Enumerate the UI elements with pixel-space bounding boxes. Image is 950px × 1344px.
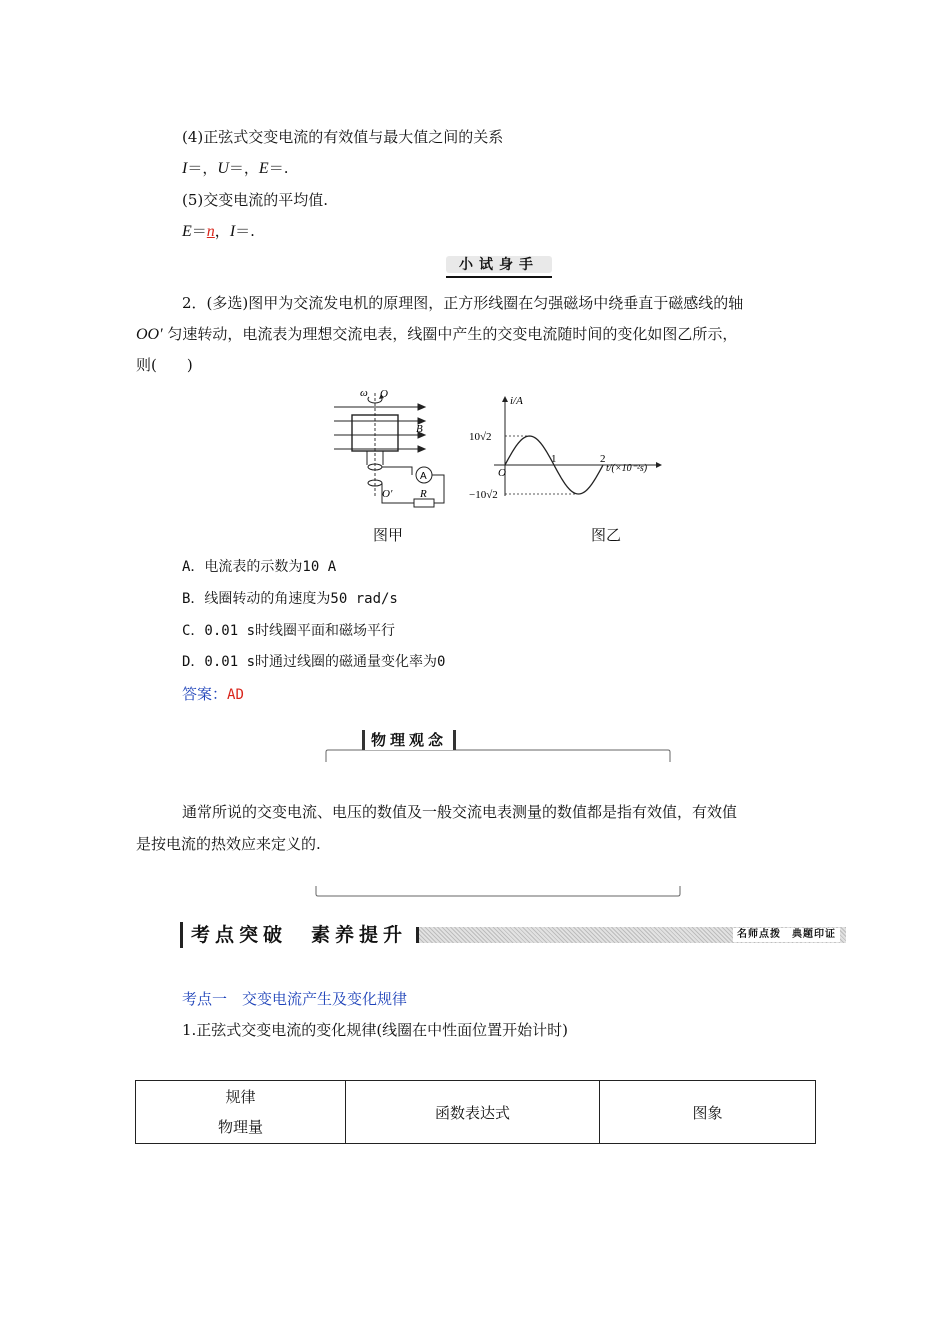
- question-line-1: 2．(多选)图甲为交流发电机的原理图，正方形线圈在匀强磁场中绕垂直于磁感线的轴: [182, 294, 744, 312]
- concept-text-line-2: 是按电流的热效应来定义的.: [136, 835, 321, 853]
- eq: ＝，: [228, 159, 259, 177]
- table-header-cell: [136, 1081, 346, 1144]
- answer: [182, 684, 244, 705]
- concept-box: [326, 731, 670, 762]
- y-max-label: 10√2: [469, 431, 492, 443]
- x-tick-2: 2: [600, 453, 606, 465]
- section-sub: 1.正弦式交变电流的变化规律(线圈在中性面位置开始计时): [182, 1021, 569, 1039]
- table-header-cell: 图象: [600, 1081, 816, 1144]
- eq: ＝.: [268, 159, 289, 177]
- symbol-n: n: [206, 223, 215, 240]
- eq: ＝，: [187, 159, 218, 177]
- question-line-3: 则( ): [136, 356, 193, 374]
- y-axis-arrow: [502, 396, 508, 402]
- b-label: B: [416, 423, 423, 435]
- o-prime-label: O′: [382, 488, 393, 500]
- banner-subtitle: 名师点拨 典题印证: [733, 928, 840, 942]
- symbol-E: E: [182, 223, 192, 240]
- header-rule-label: 规律: [225, 1088, 256, 1106]
- answer-label: 答案：: [182, 685, 228, 703]
- answer-value: AD: [227, 687, 244, 703]
- figure-a-generator-diagram: [330, 385, 458, 515]
- section-banner: [180, 922, 846, 948]
- eq: ＝.: [235, 222, 255, 240]
- item5-formulas: [182, 221, 255, 242]
- eq: ＝: [191, 222, 207, 240]
- sep: ，: [214, 222, 230, 240]
- table-header-cell: 函数表达式: [346, 1081, 600, 1144]
- x-axis-label: t/(×10⁻²s): [606, 463, 648, 474]
- o-label: O: [380, 388, 388, 400]
- y-axis-label: i/A: [510, 395, 523, 407]
- ammeter-label: A: [420, 471, 427, 482]
- header-quantity-label: 物理量: [217, 1118, 263, 1136]
- symbol-E: E: [258, 160, 269, 177]
- option-c: C．0.01 s时线圈平面和磁场平行: [182, 623, 396, 639]
- question-line-2: [136, 324, 737, 345]
- concept-title: 物理观念: [362, 730, 456, 750]
- omega-label: ω: [360, 387, 368, 399]
- concept-box-frame-bottom: [314, 884, 682, 900]
- x-axis-arrow: [656, 462, 662, 468]
- symbol-U: U: [217, 160, 229, 177]
- resistor-label: R: [420, 488, 427, 500]
- section-heading: 考点一 交变电流产生及变化规律: [182, 990, 408, 1008]
- banner-title: 考点突破 素养提升: [180, 922, 407, 948]
- rules-table: [135, 1080, 816, 1144]
- item4-formulas: [182, 158, 288, 179]
- symbol-I: I: [182, 160, 188, 177]
- question-line-2-text: 匀速转动，电流表为理想交流电表，线圈中产生的交变电流随时间的变化如图乙所示，: [162, 325, 738, 343]
- practice-badge-label: 小试身手: [446, 256, 552, 273]
- option-d: D．0.01 s时通过线圈的磁通量变化率为0: [182, 654, 446, 670]
- figure-b-current-graph: [468, 392, 668, 502]
- item4-text: (4)正弦式交变电流的有效值与最大值之间的关系: [182, 128, 504, 146]
- origin-label: O: [498, 467, 506, 479]
- concept-text-line-1: 通常所说的交变电流、电压的数值及一般交流电表测量的数值都是指有效值，有效值: [182, 803, 738, 821]
- item5-text: (5)交变电流的平均值.: [182, 191, 329, 209]
- figure-b-caption: 图乙: [591, 526, 622, 544]
- practice-badge: [446, 254, 552, 278]
- axis-symbol: OO′: [136, 326, 163, 343]
- figure-a-caption: 图甲: [373, 526, 404, 544]
- option-a: A．电流表的示数为10 A: [182, 559, 337, 575]
- y-min-label: −10√2: [469, 489, 498, 501]
- symbol-I: I: [229, 223, 236, 240]
- table-row: [136, 1081, 816, 1144]
- x-tick-1: 1: [551, 453, 557, 465]
- option-b: B．线圈转动的角速度为50 rad/s: [182, 591, 398, 607]
